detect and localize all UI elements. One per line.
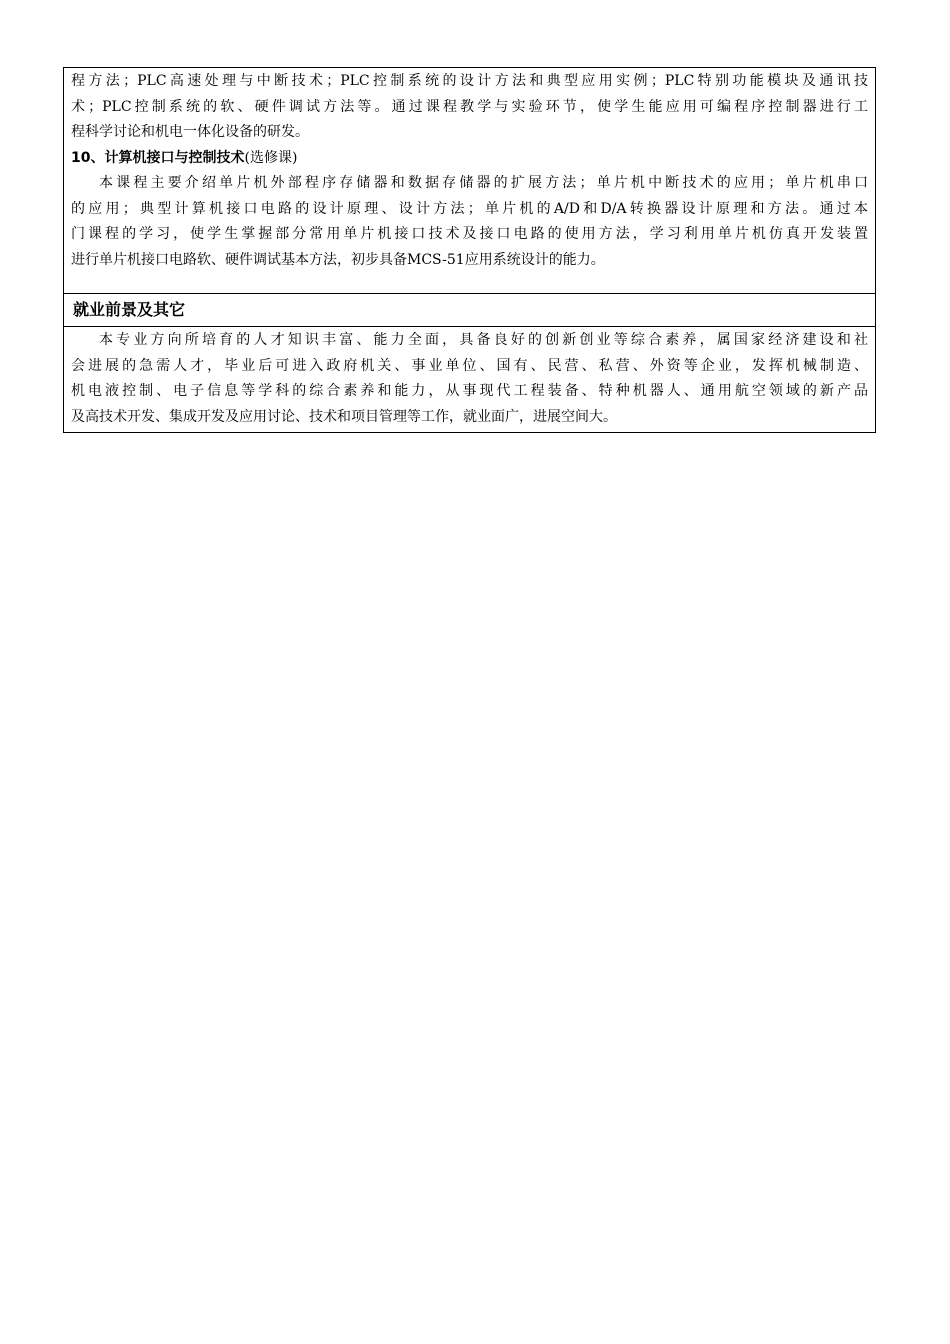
course-heading [71, 146, 868, 172]
document-table [63, 67, 876, 433]
section-heading: 就业前景及其它 [64, 294, 875, 327]
employment-description-cell [64, 327, 875, 432]
course-text-line: 的应用；典型计算机接口电路的设计原理、设计方法；单片机的A/D和D/A转换器设计原理和方法。通过本 [71, 200, 868, 217]
employment-text-line: 机电液控制、电子信息等学科的综合素养和能力，从事现代工程装备、特种机器人、通用航空领域的新产品 [71, 383, 868, 399]
course-text-line: 进行单片机接口电路软、硬件调试基本方法，初步具备MCS-51应用系统设计的能力。 [71, 251, 605, 268]
course-text-line: 程方法；PLC高速处理与中断技术；PLC控制系统的设计方法和典型应用实例；PLC特别功能模块及通讯技 [71, 73, 868, 89]
course-text-line: 程科学讨论和机电一体化设备的研发。 [71, 124, 309, 140]
employment-text-line: 本专业方向所培育的人才知识丰富、能力全面，具备良好的创新创业等综合素养，属国家经济建设和社 [99, 332, 868, 348]
course-text-line: 本课程主要介绍单片机外部程序存储器和数据存储器的扩展方法；单片机中断技术的应用；单片机串口 [99, 175, 868, 191]
employment-text-line: 及高技术开发、集成开发及应用讨论、技术和项目管理等工作，就业面广，进展空间大。 [71, 408, 617, 425]
course-description-cell [64, 69, 875, 294]
employment-text-line: 会进展的急需人才，毕业后可进入政府机关、事业单位、国有、民营、私营、外资等企业，发挥机械制造、 [71, 357, 868, 374]
course-text-line: 术；PLC控制系统的软、硬件调试方法等。通过课程教学与实验环节，使学生能应用可编程序控制器进行工 [71, 98, 868, 115]
course-text-line: 门课程的学习，使学生掌握部分常用单片机接口技术及接口电路的使用方法，学习利用单片机仿真开发装置 [71, 226, 868, 242]
course-note: (选修课) [244, 149, 298, 166]
course-title: 10、计算机接口与控制技术 [71, 149, 245, 166]
